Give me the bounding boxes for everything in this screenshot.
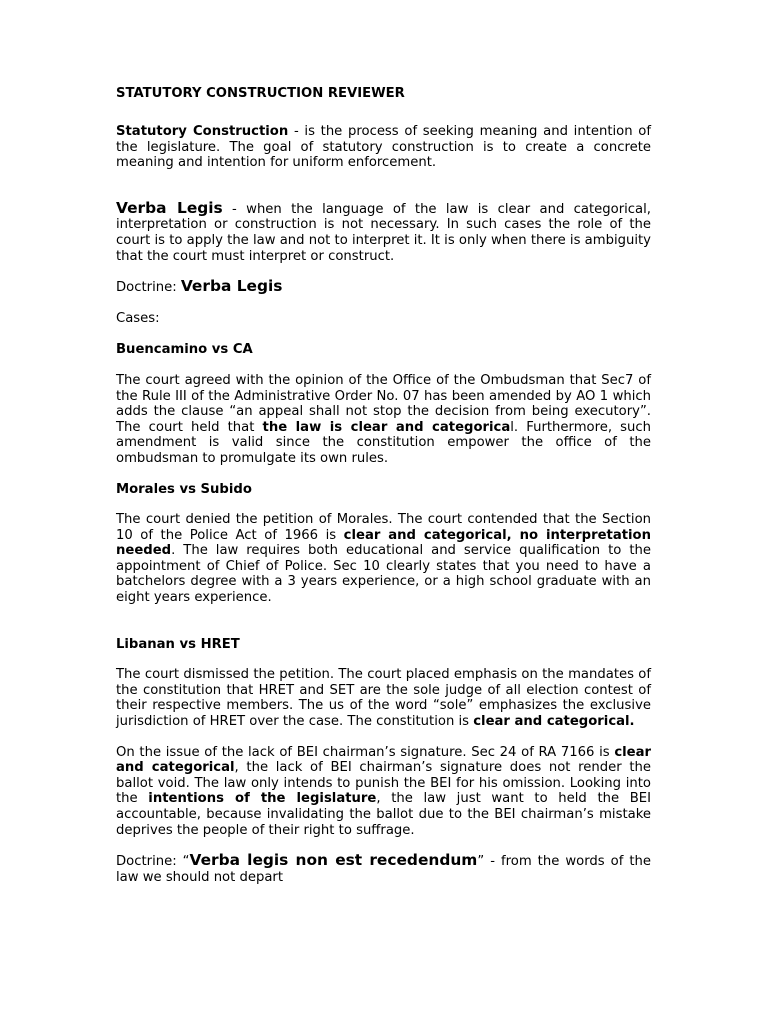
intro-term: Statutory Construction bbox=[116, 124, 289, 139]
case3-text-a: The court dismissed the petition. The court placed emphasis on the mandates of the constitution that HRET and SET are the sole judge of all election contest of their respective members. The us of the word “sole” emphasizes the exclusive jurisdiction of HRET over the case. The constitution is bbox=[116, 667, 651, 730]
verba-legis-text: - when the language of the law is clear and categorical, interpretation or construction is not necessary. In such cases the role of the court is to apply the law and not to interpret it. It is only when there is ambiguity that the court must interpret or construct. bbox=[116, 201, 651, 264]
case3-text-d: , the law just want to held the BEI accountable, because invalidating the ballot due to the BEI chairman’s mistake deprives the people of their right to suffrage. bbox=[116, 791, 652, 838]
case3-text-c: , the lack of BEI chairman’s signature does not render the ballot void. The law only intends to punish the BEI for his omission. Looking into the bbox=[116, 760, 651, 807]
case2-text-b: . The law requires both educational and service qualification to the appointment of Chief of Police. Sec 10 clearly states that you need to have a batchelors degree with a 3 years experience, or a high school graduate with an eight years experience. bbox=[116, 543, 651, 606]
final-doctrine-text: ” - from the words of the law we should not depart bbox=[116, 854, 652, 885]
document-page bbox=[116, 86, 651, 885]
verba-legis-paragraph bbox=[116, 198, 651, 264]
case2-text-a: The court denied the petition of Morales. The court contended that the Section 10 of the Police Act of 1966 is bbox=[116, 512, 651, 543]
case-paragraph-morales bbox=[116, 512, 651, 606]
case-paragraph-buencamino bbox=[116, 373, 651, 467]
doctrine-line bbox=[116, 279, 651, 296]
case3-text-b: On the issue of the lack of BEI chairman’s signature. Sec 24 of RA 7166 is bbox=[116, 744, 615, 760]
cases-label: Cases: bbox=[116, 310, 160, 326]
case-title-morales: Morales vs Subido bbox=[116, 481, 252, 497]
case3-emphasis-c: intentions of the legislature bbox=[148, 791, 377, 807]
intro-paragraph bbox=[116, 124, 651, 171]
case-paragraph-libanan-2 bbox=[116, 745, 651, 839]
final-doctrine-label: Doctrine: “ bbox=[116, 854, 190, 870]
document-title: STATUTORY CONSTRUCTION REVIEWER bbox=[116, 86, 405, 101]
case-title-libanan: Libanan vs HRET bbox=[116, 636, 240, 652]
final-doctrine-value: Verba legis non est recedendum bbox=[189, 851, 478, 870]
case-paragraph-libanan-1 bbox=[116, 667, 651, 729]
case2-emphasis: clear and categorical, no interpretation needed bbox=[116, 527, 651, 559]
intro-text: - is the process of seeking meaning and intention of the legislature. The goal of statutory construction is to create a concrete meaning and intention for uniform enforcement. bbox=[116, 124, 651, 171]
doctrine-label: Doctrine: bbox=[116, 280, 181, 296]
verba-legis-term: Verba Legis bbox=[116, 198, 223, 217]
final-doctrine-paragraph bbox=[116, 853, 651, 885]
case1-emphasis: the law is clear and categorica bbox=[262, 419, 511, 435]
case1-text-b: l. Furthermore, such amendment is valid since the constitution empower the office of the ombudsman to promulgate its own rules. bbox=[116, 419, 651, 466]
case3-emphasis-a: clear and categorical. bbox=[473, 714, 635, 730]
case1-text-a: The court agreed with the opinion of the Office of the Ombudsman that Sec7 of the Rule III of the Administrative Order No. 07 has been amended by AO 1 which adds the clause “an appeal shall not stop the decision from being executory”. The court held that bbox=[116, 372, 651, 435]
doctrine-value: Verba Legis bbox=[180, 277, 283, 296]
case-title-buencamino: Buencamino vs CA bbox=[116, 342, 253, 358]
case3-emphasis-b: clear and categorical bbox=[116, 744, 651, 776]
